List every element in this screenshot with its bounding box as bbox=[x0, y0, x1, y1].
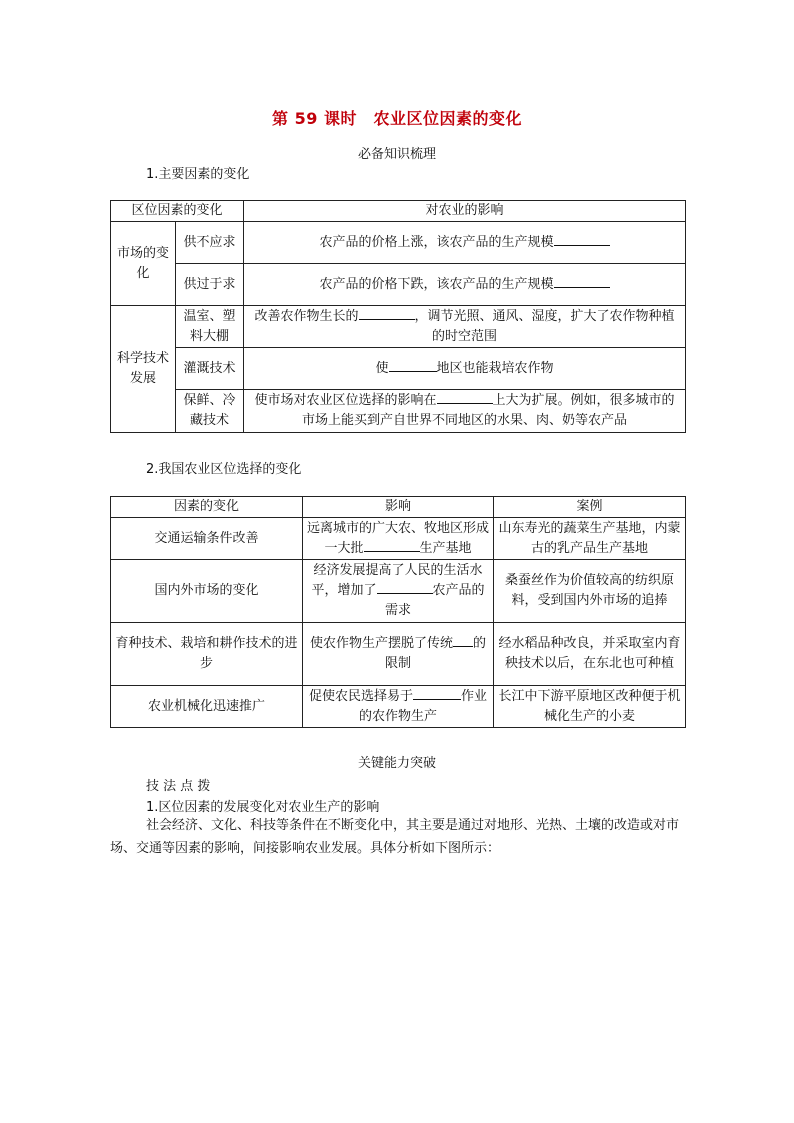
factor-cell: 温室、塑料大棚 bbox=[176, 306, 244, 348]
section-heading-knowledge: 必备知识梳理 bbox=[357, 147, 436, 162]
factor-cell: 国内外市场的变化 bbox=[111, 560, 303, 623]
effect-cell: 使市场对农业区位选择的影响在 上大为扩展。例如，很多城市的市场上能买到产自世界不同地区的水果、肉、奶等农产品 bbox=[244, 390, 686, 433]
factor-cell: 交通运输条件改善 bbox=[111, 518, 303, 560]
impact-cell: 远离城市的广大农、牧地区形成一大批 生产基地 bbox=[303, 518, 494, 560]
body-paragraph: 社会经济、文化、科技等条件在不断变化中，其主要是通过对地形、光热、土壤的改造或对市场、交通等因素的影响，间接影响农业发展。具体分析如下图所示： bbox=[110, 818, 680, 856]
page-title: 第 59 课时 农业区位因素的变化 bbox=[272, 109, 522, 128]
table-header: 案例 bbox=[494, 497, 686, 518]
answer-blank bbox=[554, 233, 610, 246]
impact-cell: 经济发展提高了人民的生活水平，增加了 农产品的需求 bbox=[303, 560, 494, 623]
factor-cell: 育种技术、栽培和耕作技术的进步 bbox=[111, 623, 303, 686]
effect-cell: 使 地区也能栽培农作物 bbox=[244, 348, 686, 390]
answer-blank bbox=[437, 391, 493, 404]
effect-cell: 农产品的价格上涨，该农产品的生产规模 bbox=[244, 222, 686, 264]
skill-label: 技 法 点 拨 bbox=[146, 779, 211, 794]
answer-blank bbox=[377, 581, 433, 594]
table-header: 对农业的影响 bbox=[244, 201, 686, 222]
answer-blank bbox=[413, 687, 461, 700]
table-header: 区位因素的变化 bbox=[111, 201, 244, 222]
answer-blank bbox=[389, 359, 437, 372]
factor-cell: 保鲜、冷藏技术 bbox=[176, 390, 244, 433]
impact-cell: 促使农民选择易于 作业的农作物生产 bbox=[303, 686, 494, 728]
factor-cell: 供不应求 bbox=[176, 222, 244, 264]
subheading-main-factors: 1.主要因素的变化 bbox=[146, 167, 250, 182]
subheading-location-changes: 2.我国农业区位选择的变化 bbox=[146, 462, 302, 477]
case-cell: 长江中下游平原地区改种便于机械化生产的小麦 bbox=[494, 686, 686, 728]
main-factors-table bbox=[110, 200, 686, 433]
answer-blank bbox=[364, 539, 420, 552]
location-changes-table bbox=[110, 496, 686, 728]
factor-cell: 灌溉技术 bbox=[176, 348, 244, 390]
group-label-market: 市场的变化 bbox=[111, 222, 176, 306]
answer-blank bbox=[359, 307, 415, 320]
section-heading-ability: 关键能力突破 bbox=[357, 756, 436, 771]
answer-blank bbox=[453, 634, 473, 647]
factor-cell: 供过于求 bbox=[176, 264, 244, 306]
case-cell: 桑蚕丝作为价值较高的纺织原料，受到国内外市场的追捧 bbox=[494, 560, 686, 623]
effect-cell: 农产品的价格下跌，该农产品的生产规模 bbox=[244, 264, 686, 306]
case-cell: 山东寿光的蔬菜生产基地，内蒙古的乳产品生产基地 bbox=[494, 518, 686, 560]
table-header: 因素的变化 bbox=[111, 497, 303, 518]
group-label-technology: 科学技术发展 bbox=[111, 306, 176, 433]
impact-cell: 使农作物生产摆脱了传统 的限制 bbox=[303, 623, 494, 686]
case-cell: 经水稻品种改良，并采取室内育秧技术以后，在东北也可种植 bbox=[494, 623, 686, 686]
table-header: 影响 bbox=[303, 497, 494, 518]
factor-cell: 农业机械化迅速推广 bbox=[111, 686, 303, 728]
effect-cell: 改善农作物生长的 ，调节光照、通风、湿度，扩大了农作物种植的时空范围 bbox=[244, 306, 686, 348]
subheading-factor-impact: 1.区位因素的发展变化对农业生产的影响 bbox=[146, 800, 380, 815]
answer-blank bbox=[554, 275, 610, 288]
